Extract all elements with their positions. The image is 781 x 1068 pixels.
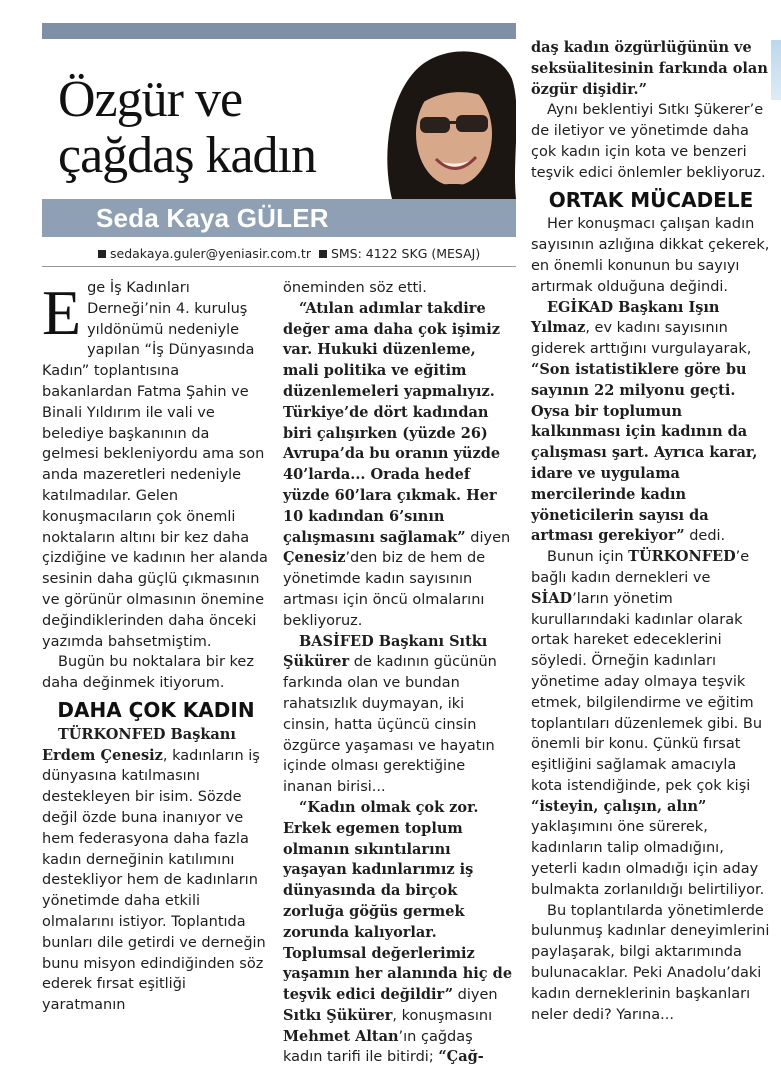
paragraph: Bu toplantılarda yönetimlerde bulunmuş kadınlar deneyimlerini paylaşarak, bilgi aktarımında bulunacaklar. Peki Anadolu’daki kadın derneklerinin başkanları neler dedi? Yarına... bbox=[531, 902, 770, 1023]
bold-name: TÜRKONFED bbox=[628, 548, 736, 566]
paragraph bbox=[531, 38, 771, 100]
paragraph-text: , kadınların iş dünyasına katılmasını destekleyen bir isim. Sözde değil özde buna inanıyor ve hem federasyona daha fazla kadın derneğinin katılımını destekliyor hem de kadınların yönetimde daha etkili olmalarını istiyor. Toplantıda bunları dile getirdi ve derneğin bunu misyon edindiğinden söz ederek fırsat eşitliği yaratmanın bbox=[42, 747, 266, 1014]
bold-name: Mehmet Altan bbox=[283, 1027, 399, 1045]
paragraph: Her konuşmacı çalışan kadın sayısının azlığına dikkat çekerek, en önemli konunun bu sayıyı artırmak olduğuna değindi. bbox=[531, 216, 770, 295]
article-column-3 bbox=[531, 38, 771, 1025]
paragraph-text: ’den biz de hem de yönetimde kadın sayısının artması için öncü olmalarını bekliyoruz. bbox=[283, 550, 486, 629]
title-line-1: Özgür ve bbox=[58, 71, 243, 128]
section-heading: ORTAK MÜCADELE bbox=[548, 187, 754, 212]
article-column-2 bbox=[283, 278, 515, 1068]
paragraph-text: diyen bbox=[465, 529, 511, 546]
paragraph-text: , ev kadını sayısının giderek arttığını vurgulayarak, bbox=[531, 320, 752, 358]
paragraph: Bugün bu noktalara bir kez daha değinmek itiyorum. bbox=[42, 654, 254, 692]
bold-name: TÜRKONFED Başkanı Erdem Çenesiz bbox=[42, 725, 236, 764]
paragraph-text: , konuşmasını bbox=[392, 1007, 493, 1024]
paragraph bbox=[42, 725, 270, 1016]
paragraph bbox=[283, 299, 515, 632]
square-bullet-icon bbox=[319, 250, 327, 258]
square-bullet-icon bbox=[98, 250, 106, 258]
section-heading: DAHA ÇOK KADIN bbox=[57, 697, 255, 722]
paragraph bbox=[531, 298, 771, 548]
paragraph bbox=[283, 632, 515, 798]
quote: “isteyin, çalışın, alın” bbox=[531, 797, 707, 815]
bold-name: BASİFED Başkanı Sıtkı Şükürer bbox=[283, 632, 488, 671]
paragraph-text: dedi. bbox=[684, 528, 726, 545]
page-edge bbox=[771, 40, 781, 100]
paragraph: öneminden söz etti. bbox=[283, 280, 427, 296]
author-portrait-illustration bbox=[362, 39, 516, 199]
article-title bbox=[58, 72, 316, 184]
paragraph-text: ge İş Kadınları Derneği’nin 4. kuruluş yıldönümü nedeniyle yapılan “İş Dünyasında Kadın” toplantısına bakanlardan Fatma Şahin ve Binali Yıldırım ile vali ve belediye başkanının da gelmesi bekleniyordu ama son anda mazeretleri nedeniyle katılmadılar. Gelen konuşmacıların çok önemli noktaların altını bir kez daha çizdiğine ve kadının her alanda sesinin daha güçlü çıkmasının ve görünür olmasının önemine değindiklerinden daha önceki yazımda bahsetmiştim. bbox=[42, 280, 268, 650]
paragraph-text: yaklaşımını öne sürerek, kadınların talip olmadığını, yeterli kadın olmadığı için aday bulmakta zorlanıldığı belirtiliyor. bbox=[531, 819, 765, 898]
drop-cap: E bbox=[42, 277, 82, 348]
author-name: Seda Kaya GÜLER bbox=[96, 203, 329, 233]
bold-name: Sıtkı Şükürer bbox=[283, 1006, 393, 1024]
quote: “Atılan adımlar takdire değer ama daha çok işimiz var. Hukuki düzenleme, mali politika ve eğitim düzenlemeleri yapmalıyız. Türkiye’de dört kadından biri çalışırken (yüzde 26) Avrupa’da bu oranın yüzde 40’larda... Orada hedef yüzde 60’lara çıkmak. Her 10 kadından 6’sının çalışmasını sağlamak” bbox=[283, 299, 501, 546]
paragraph-text: ’e bağlı kadın dernekleri ve bbox=[531, 549, 750, 586]
paragraph-text: ’ların yönetim kurullarındaki kadınlar olarak ortak hareket edeceklerini söyledi. Örneğin kadınları yönetime aday olmaya teşvik etmek, bilgilendirme ve eğitim toplantıları düzenlemek gibi. Bu önemli bir konu. Çünkü fırsat eşitliğini sağlamak amacıyla kota istendiğinde, pek çok kişi bbox=[531, 590, 763, 794]
paragraph-text: diyen bbox=[453, 987, 498, 1004]
quote: “Kadın olmak çok zor. Erkek egemen toplum olmanın sıkıntılarını yaşayan kadınlarımız iş dünyasında da birçok zorluğa göğüs germek zorunda kalıyorlar. Toplumsal değerlerimiz yaşamın her alanında hiç de teşvik edici değildir” bbox=[283, 798, 513, 1004]
quote: “Son istatistiklere göre bu sayının 22 milyonu geçti. Oysa bir toplumun kalkınması için kadının da çalışması şart. Ayrıca karar, idare ve uygulama mercilerinde kadın yöneticilerin sayısı da artması gerekiyor” bbox=[531, 360, 758, 545]
bold-name: Çenesiz bbox=[283, 549, 346, 567]
article-column-1 bbox=[42, 278, 270, 1016]
bold-name: SİAD bbox=[531, 589, 573, 607]
paragraph: Aynı beklentiyi Sıtkı Şükerer’e de iletiyor ve yönetimde daha çok kadın için kota ve benzeri teşvik edici önlemler bekliyoruz. bbox=[531, 102, 766, 181]
paragraph-text: ’ın çağdaş kadın tarifi ile bitirdi; bbox=[283, 1028, 473, 1066]
contact-line bbox=[98, 246, 480, 261]
sms-info: SMS: 4122 SKG (MESAJ) bbox=[330, 246, 481, 261]
author-photo bbox=[362, 39, 516, 199]
quote: “Çağ- bbox=[438, 1048, 484, 1066]
paragraph-text: Bunun için bbox=[547, 549, 629, 566]
author-email[interactable]: sedakaya.guler@yeniasir.com.tr bbox=[110, 246, 311, 261]
title-line-2: çağdaş kadın bbox=[58, 127, 317, 184]
bold-name: EGİKAD Başkanı Işın Yılmaz bbox=[531, 298, 720, 337]
paragraph bbox=[42, 278, 270, 652]
header-divider bbox=[42, 266, 516, 267]
paragraph-text: de kadının gücünün farkında olan ve bundan rahatsızlık duymayan, iki cinsin, hatta üçüncü cinsin özgürce yaşaması ve hayatın içinde olması gerektiğine inanan birisi... bbox=[283, 654, 497, 796]
paragraph bbox=[283, 798, 515, 1068]
header-top-bar bbox=[42, 23, 516, 39]
quote: daş kadın özgürlüğünün ve seksüalitesinin farkında olan özgür dişidir.” bbox=[531, 39, 768, 98]
paragraph bbox=[531, 547, 771, 901]
